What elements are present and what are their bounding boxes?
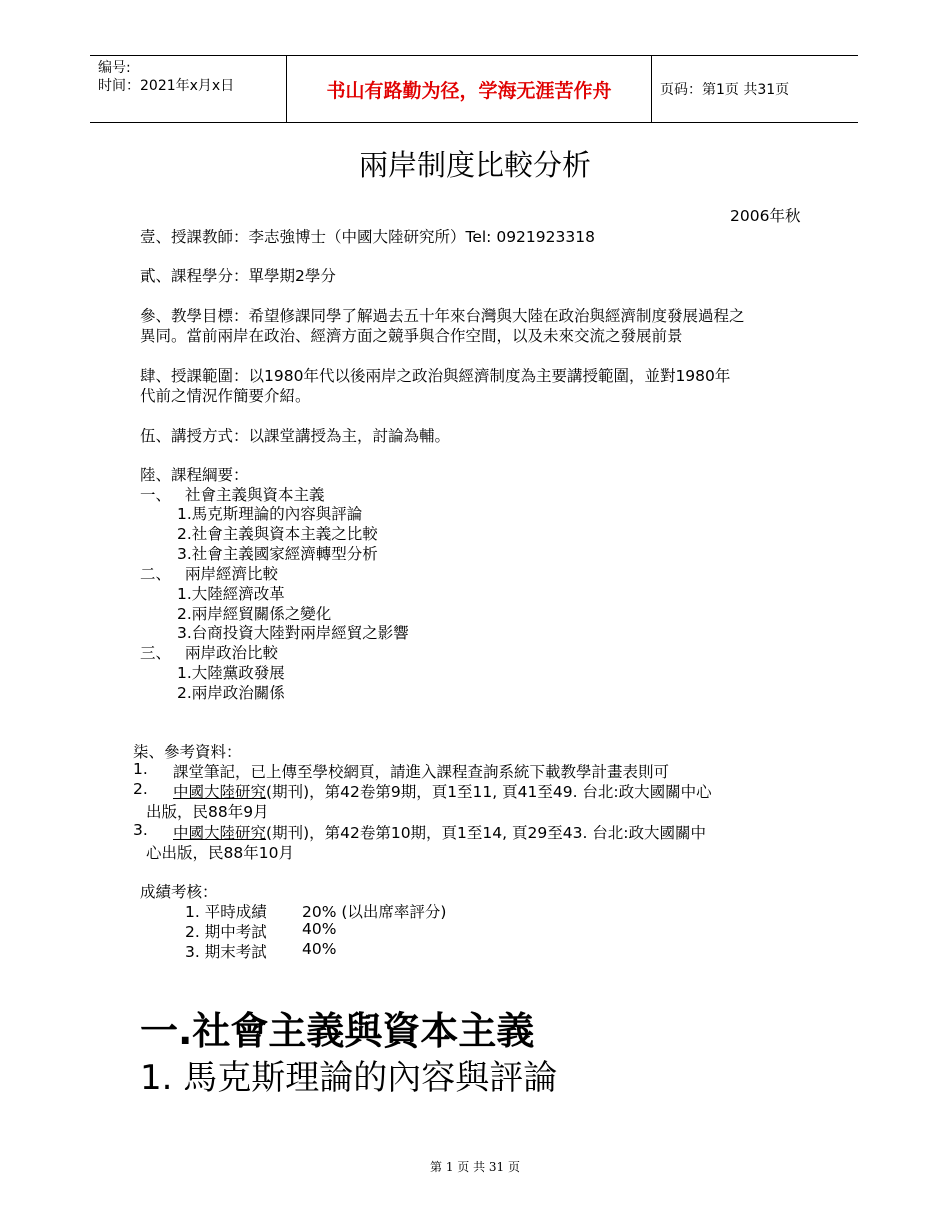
reference-2-line2: 出版，民88年9月 bbox=[146, 803, 269, 821]
chapter-heading: 一.社會主義與資本主義 bbox=[140, 1009, 535, 1053]
outline-title: 社會主義與資本主義 bbox=[185, 486, 325, 504]
grading-value: 20% (以出席率評分) bbox=[302, 903, 447, 921]
reference-3-journal: 中國大陸研究 bbox=[173, 824, 267, 842]
section-credits: 貳、課程學分：單學期2學分 bbox=[140, 267, 336, 285]
outline-item: 3.社會主義國家經濟轉型分析 bbox=[177, 545, 378, 563]
section-goals-line2: 異同。當前兩岸在政治、經濟方面之競爭與合作空間，以及未來交流之發展前景 bbox=[140, 327, 683, 345]
outline-item: 1.大陸黨政發展 bbox=[177, 664, 285, 682]
outline-item: 2.兩岸政治關係 bbox=[177, 684, 285, 702]
grading-item: 3. 期末考試 bbox=[185, 943, 267, 961]
outline-num: 三、 bbox=[140, 644, 172, 662]
header-page-label: 页码：第1页 共31页 bbox=[660, 82, 790, 98]
section-heading: 1. 馬克斯理論的內容與評論 bbox=[140, 1058, 558, 1098]
section-method: 伍、講授方式：以課堂講授為主，討論為輔。 bbox=[140, 427, 451, 445]
semester-date: 2006年秋 bbox=[730, 207, 801, 225]
reference-3-details: (期刊)，第42卷第10期，頁1至14, 頁29至43. 台北:政大國關中 bbox=[266, 824, 707, 842]
reference-2-line1 bbox=[173, 780, 712, 802]
document-title: 兩岸制度比較分析 bbox=[358, 148, 591, 182]
grading-heading: 成績考核： bbox=[140, 883, 218, 901]
reference-3-line1 bbox=[173, 821, 706, 843]
section-goals-line1: 參、教學目標：希望修課同學了解過去五十年來台灣與大陸在政治與經濟制度發展過程之 bbox=[140, 307, 745, 325]
number-label: 编号: bbox=[98, 60, 131, 76]
header-table bbox=[90, 55, 858, 123]
reference-3-line2: 心出版，民88年10月 bbox=[146, 844, 294, 862]
references-heading: 柒、參考資料： bbox=[133, 743, 242, 761]
page-footer: 第 1 页 共 31 页 bbox=[430, 1160, 520, 1174]
header-motto: 书山有路勤为径，学海无涯苦作舟 bbox=[286, 56, 652, 122]
outline-item: 2.社會主義與資本主義之比較 bbox=[177, 525, 378, 543]
reference-number: 1. bbox=[133, 760, 148, 778]
section-instructor: 壹、授課教師：李志強博士（中國大陸研究所）Tel: 0921923318 bbox=[140, 228, 595, 246]
outline-num: 二、 bbox=[140, 565, 172, 583]
grading-value: 40% bbox=[302, 940, 337, 958]
outline-item: 1.大陸經濟改革 bbox=[177, 585, 285, 603]
reference-2-journal: 中國大陸研究 bbox=[173, 783, 267, 801]
grading-value: 40% bbox=[302, 920, 337, 938]
outline-item: 1.馬克斯理論的內容與評論 bbox=[177, 505, 363, 523]
section-scope-line2: 代前之情況作簡要介紹。 bbox=[140, 387, 311, 405]
section-scope-line1: 肆、授課範圍：以1980年代以後兩岸之政治與經濟制度為主要講授範圍，並對1980年 bbox=[140, 367, 731, 385]
time-label: 时间：2021年x月x日 bbox=[98, 78, 235, 94]
reference-1: 課堂筆記，已上傳至學校網頁，請進入課程查詢系統下載教學計畫表則可 bbox=[173, 763, 670, 781]
section-outline-heading: 陸、課程綱要： bbox=[140, 466, 249, 484]
reference-2-details: (期刊)，第42卷第9期，頁1至11, 頁41至49. 台北:政大國關中心 bbox=[266, 783, 712, 801]
grading-item: 1. 平時成績 bbox=[185, 903, 267, 921]
header-left-cell bbox=[90, 56, 286, 122]
outline-title: 兩岸經濟比較 bbox=[185, 565, 279, 583]
outline-num: 一、 bbox=[140, 486, 172, 504]
reference-number: 3. bbox=[133, 821, 148, 839]
outline-item: 2.兩岸經貿關係之變化 bbox=[177, 605, 332, 623]
grading-item: 2. 期中考試 bbox=[185, 923, 267, 941]
reference-number: 2. bbox=[133, 780, 148, 798]
outline-item: 3.台商投資大陸對兩岸經貿之影響 bbox=[177, 624, 409, 642]
outline-title: 兩岸政治比較 bbox=[185, 644, 279, 662]
